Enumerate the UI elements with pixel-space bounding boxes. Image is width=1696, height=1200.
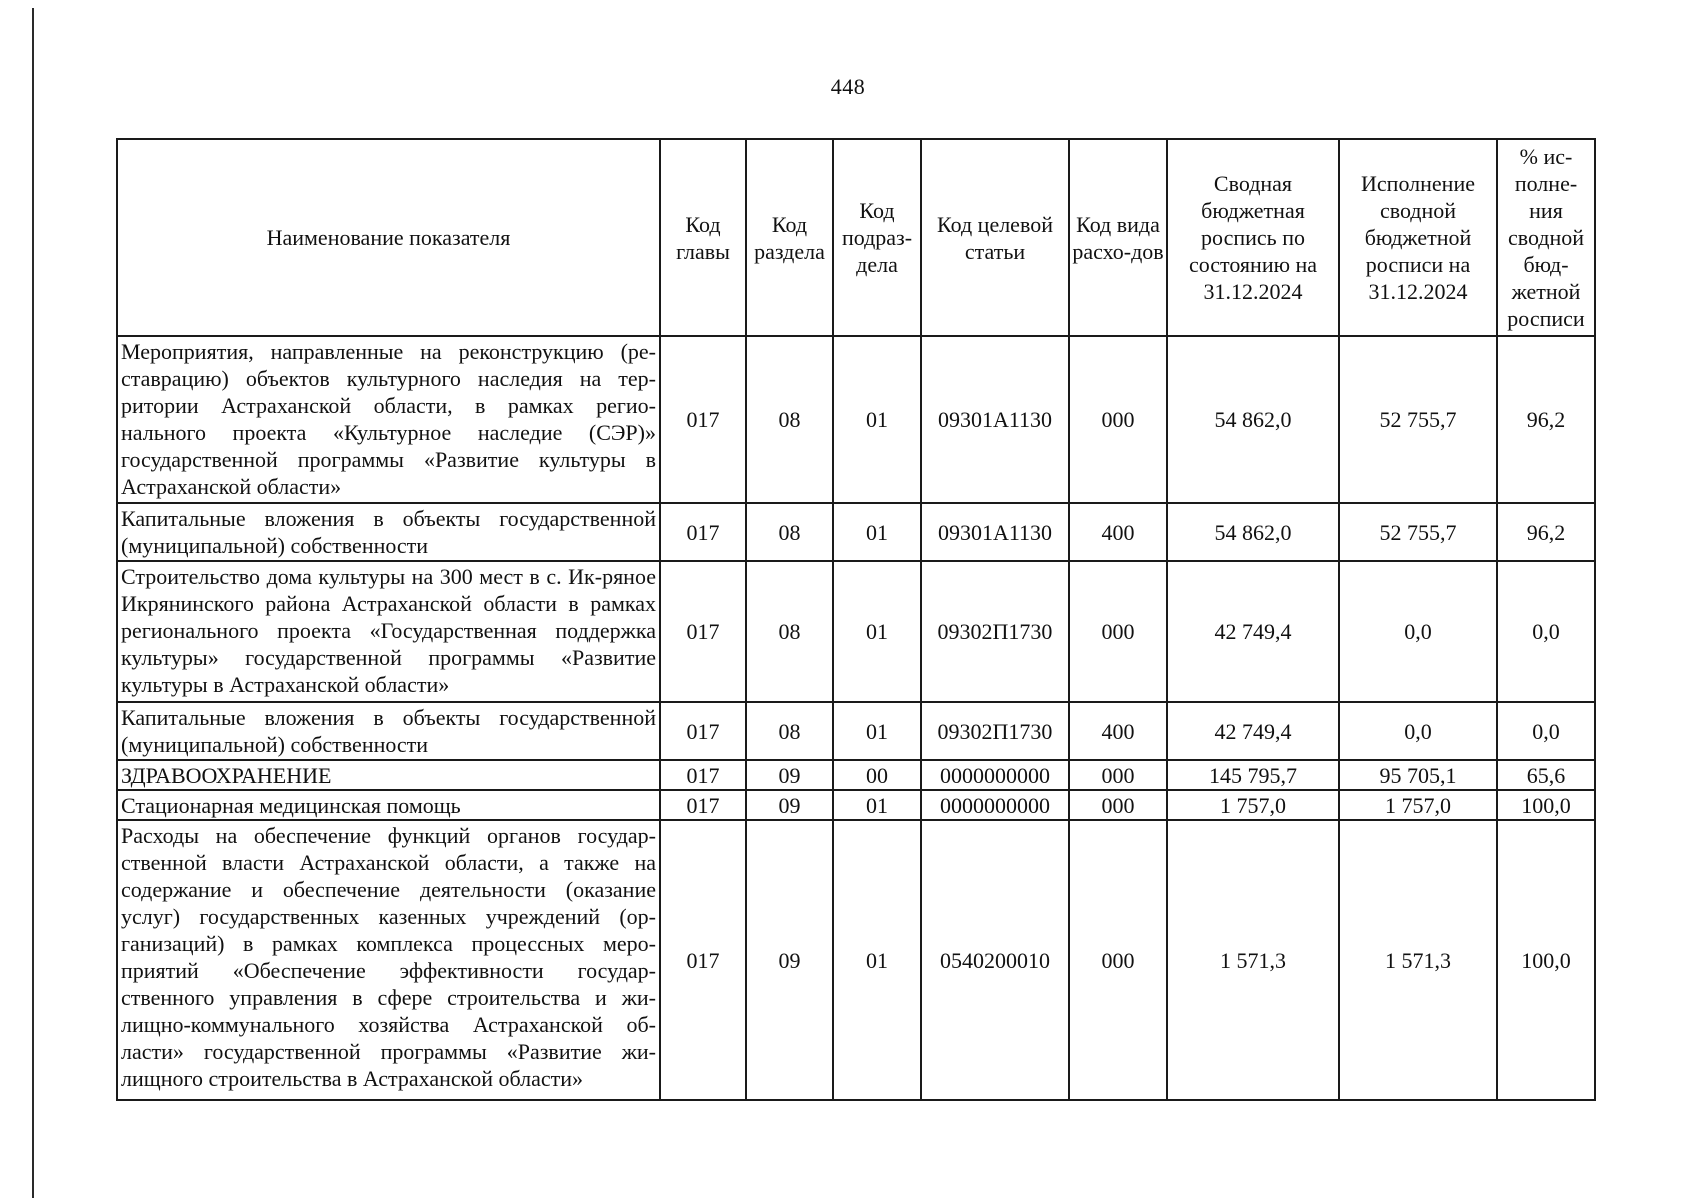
- cell-celevaya: 0000000000: [921, 760, 1069, 790]
- cell-celevaya: 0540200010: [921, 820, 1069, 1100]
- cell-glava: 017: [660, 760, 746, 790]
- cell-pct: 96,2: [1497, 503, 1595, 561]
- cell-razdel: 09: [746, 760, 833, 790]
- cell-svod: 1 571,3: [1167, 820, 1339, 1100]
- cell-name: Капитальные вложения в объекты государственной (муниципальной) собственности: [117, 503, 660, 561]
- cell-svod: 145 795,7: [1167, 760, 1339, 790]
- cell-name: Строительство дома культуры на 300 мест в с. Ик-ряное Икрянинского района Астраханской области в рамках регионального проекта «Государственная поддержка культуры» государственной программы «Развитие культуры в Астраханской области»: [117, 561, 660, 702]
- cell-glava: 017: [660, 702, 746, 760]
- cell-glava: 017: [660, 820, 746, 1100]
- header-ispoln: Исполнение сводной бюджетной росписи на 31.12.2024: [1339, 139, 1497, 336]
- cell-pct: 65,6: [1497, 760, 1595, 790]
- cell-razdel: 08: [746, 503, 833, 561]
- table-row: [117, 561, 1595, 702]
- cell-ispoln: 52 755,7: [1339, 503, 1497, 561]
- table-row: [117, 702, 1595, 760]
- table-row: [117, 820, 1595, 1100]
- cell-podrazdel: 01: [833, 702, 921, 760]
- cell-celevaya: 09301А1130: [921, 503, 1069, 561]
- table-row: [117, 790, 1595, 820]
- page-number: 448: [830, 74, 866, 99]
- cell-podrazdel: 01: [833, 790, 921, 820]
- cell-razdel: 09: [746, 820, 833, 1100]
- cell-vid: 400: [1069, 503, 1167, 561]
- cell-glava: 017: [660, 790, 746, 820]
- header-row: [117, 139, 1595, 336]
- cell-celevaya: 09302П1730: [921, 561, 1069, 702]
- cell-celevaya: 0000000000: [921, 790, 1069, 820]
- cell-razdel: 09: [746, 790, 833, 820]
- cell-celevaya: 09302П1730: [921, 702, 1069, 760]
- cell-razdel: 08: [746, 561, 833, 702]
- cell-name: Капитальные вложения в объекты государственной (муниципальной) собственности: [117, 702, 660, 760]
- cell-glava: 017: [660, 561, 746, 702]
- cell-vid: 400: [1069, 702, 1167, 760]
- cell-ispoln: 52 755,7: [1339, 336, 1497, 503]
- cell-svod: 54 862,0: [1167, 503, 1339, 561]
- header-pct: % ис-полне-ния сводной бюд-жетной росписи: [1497, 139, 1595, 336]
- page-binding-line: [32, 8, 34, 1198]
- cell-name: Стационарная медицинская помощь: [117, 790, 660, 820]
- cell-ispoln: 0,0: [1339, 702, 1497, 760]
- header-razdel: Код раздела: [746, 139, 833, 336]
- header-celevaya: Код целевой статьи: [921, 139, 1069, 336]
- cell-podrazdel: 01: [833, 561, 921, 702]
- budget-execution-table: [116, 138, 1596, 1101]
- cell-vid: 000: [1069, 820, 1167, 1100]
- cell-pct: 100,0: [1497, 790, 1595, 820]
- cell-svod: 54 862,0: [1167, 336, 1339, 503]
- cell-svod: 42 749,4: [1167, 702, 1339, 760]
- cell-razdel: 08: [746, 336, 833, 503]
- cell-podrazdel: 01: [833, 503, 921, 561]
- cell-name: Расходы на обеспечение функций органов государ-ственной власти Астраханской области, а также на содержание и обеспечение деятельности (оказание услуг) государственных казенных учреждений (ор-ганизаций) в рамках комплекса процессных меро-приятий «Обеспечение эффективности государ-ственного управления в сфере строительства и жи-лищно-коммунального хозяйства Астраханской об-ласти» государственной программы «Развитие жи-лищного строительства в Астраханской области»: [117, 820, 660, 1100]
- cell-podrazdel: 00: [833, 760, 921, 790]
- cell-svod: 1 757,0: [1167, 790, 1339, 820]
- cell-name: ЗДРАВООХРАНЕНИЕ: [117, 760, 660, 790]
- cell-svod: 42 749,4: [1167, 561, 1339, 702]
- cell-glava: 017: [660, 336, 746, 503]
- header-vid: Код вида расхо-дов: [1069, 139, 1167, 336]
- cell-vid: 000: [1069, 790, 1167, 820]
- cell-glava: 017: [660, 503, 746, 561]
- cell-ispoln: 1 571,3: [1339, 820, 1497, 1100]
- cell-ispoln: 95 705,1: [1339, 760, 1497, 790]
- cell-podrazdel: 01: [833, 820, 921, 1100]
- cell-ispoln: 1 757,0: [1339, 790, 1497, 820]
- cell-razdel: 08: [746, 702, 833, 760]
- header-podrazdel: Код подраз-дела: [833, 139, 921, 336]
- cell-celevaya: 09301А1130: [921, 336, 1069, 503]
- table-row: [117, 336, 1595, 503]
- cell-pct: 100,0: [1497, 820, 1595, 1100]
- table-row: [117, 760, 1595, 790]
- cell-ispoln: 0,0: [1339, 561, 1497, 702]
- cell-vid: 000: [1069, 561, 1167, 702]
- header-svod: Сводная бюджетная роспись по состоянию на 31.12.2024: [1167, 139, 1339, 336]
- cell-pct: 0,0: [1497, 561, 1595, 702]
- table-body: [117, 336, 1595, 1100]
- cell-vid: 000: [1069, 336, 1167, 503]
- cell-podrazdel: 01: [833, 336, 921, 503]
- cell-vid: 000: [1069, 760, 1167, 790]
- cell-name: Мероприятия, направленные на реконструкцию (ре-ставрацию) объектов культурного наследия на тер-ритории Астраханской области, в рамках регио-нального проекта «Культурное наследие (СЭР)» государственной программы «Развитие культуры в Астраханской области»: [117, 336, 660, 503]
- header-name: Наименование показателя: [117, 139, 660, 336]
- cell-pct: 0,0: [1497, 702, 1595, 760]
- table-row: [117, 503, 1595, 561]
- header-glava: Код главы: [660, 139, 746, 336]
- cell-pct: 96,2: [1497, 336, 1595, 503]
- table-header: [117, 139, 1595, 336]
